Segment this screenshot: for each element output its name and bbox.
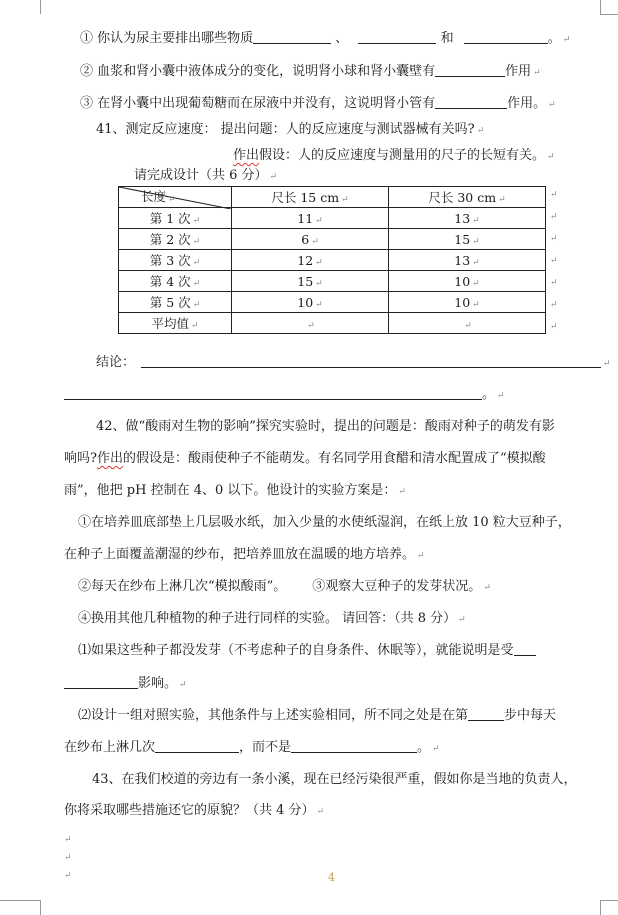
q40-line-2: ② 血浆和肾小囊中液体成分的变化，说明肾小球和肾小囊壁有 作用 ↵ <box>80 64 541 79</box>
q41-design-label: 请完成设计（共 6 分） ↵ <box>134 168 278 183</box>
answer-blank[interactable] <box>435 95 507 109</box>
q42-line: 在种子上面覆盖潮湿的纱布，把培养皿放在温暖的地方培养。 ↵ <box>64 547 425 562</box>
cell-value: 13 <box>454 252 471 268</box>
crop-mark <box>40 900 41 915</box>
q42-line: ②每天在纱布上淋几次“模拟酸雨”。 ③观察大豆种子的发芽状况。 ↵ <box>78 579 491 594</box>
cell-value: 13 <box>454 210 471 226</box>
q42-line: 在纱布上淋几次 ，而不是 。 ↵ <box>64 740 440 755</box>
return-mark: ↵ <box>64 871 72 881</box>
q42-line: ⑵设计一组对照实验，其他条件与上述实验相同，所不同之处是在第 步中每天 <box>78 708 557 723</box>
return-mark: ↵ <box>64 853 72 863</box>
q42-line: 影响。 ↵ <box>64 675 187 694</box>
row-label: 第 2 次 <box>149 232 191 247</box>
q42-line: 雨”，他把 pH 控制在 4、0 以下。他设计的实验方案是： ↵ <box>64 483 406 498</box>
crop-mark <box>600 900 618 901</box>
q41-question: 41、测定反应速度： 提出问题：人的反应速度与测试器械有关吗? ↵ <box>96 122 485 137</box>
cell-value: 10 <box>297 294 314 310</box>
q41-hypothesis: 作出假设：人的反应速度与测量用的尺子的长短有关。 ↵ <box>233 148 555 163</box>
return-mark: ↵ <box>550 190 558 200</box>
answer-blank[interactable] <box>358 30 436 44</box>
table-row: 第 1 次 ↵ 11 ↵ 13 ↵ <box>119 208 546 229</box>
answer-cell[interactable]: ↵ <box>389 313 546 334</box>
q40-line-3: ③ 在肾小囊中出现葡萄糖而在尿液中并没有，这说明肾小管有 作用。 ↵ <box>80 96 556 111</box>
table-header-row <box>119 187 546 208</box>
return-mark: ↵ <box>550 278 558 288</box>
table-row: 第 3 次 ↵ 12 ↵ 13 ↵ <box>119 250 546 271</box>
cell-value: 11 <box>297 210 314 226</box>
crop-mark <box>600 14 618 15</box>
crop-mark <box>600 0 601 14</box>
table-row: 第 2 次 ↵ 6 ↵ 15 ↵ <box>119 229 546 250</box>
answer-cell[interactable]: ↵ <box>232 313 389 334</box>
q42-line: 响吗?作出的假设是：酸雨使种子不能萌发。有名同学用食醋和清水配置成了“模拟酸 <box>64 451 546 466</box>
answer-blank[interactable] <box>141 354 601 368</box>
q43-line: 43、在我们校道的旁边有一条小溪，现在已经污染很严重，假如你是当地的负责人， <box>92 772 577 787</box>
q42-line: ①在培养皿底部垫上几层吸水纸，加入少量的水使纸湿润，在纸上放 10 粒大豆种子， <box>78 515 571 530</box>
cell-value: 6 <box>301 231 310 247</box>
answer-blank[interactable] <box>291 739 417 753</box>
return-mark: ↵ <box>550 212 558 222</box>
answer-blank[interactable] <box>435 63 505 77</box>
table-col-header: 尺长 30 cm ↵ <box>389 187 546 208</box>
crop-mark <box>600 900 601 915</box>
return-mark: ↵ <box>550 300 558 310</box>
table-corner-cell: 长度 ↵ <box>119 187 232 208</box>
answer-blank[interactable] <box>64 386 482 400</box>
page-number: 4 <box>328 871 335 884</box>
crop-mark <box>0 900 40 901</box>
answer-blank[interactable] <box>64 675 138 689</box>
cell-value: 12 <box>297 252 314 268</box>
answer-blank[interactable] <box>253 30 331 44</box>
q42-line: 42、做“酸雨对生物的影响”探究实验时，提出的问题是：酸雨对种子的萌发有影 <box>96 419 555 434</box>
table-row: 第 5 次 ↵ 10 ↵ 10 ↵ <box>119 292 546 313</box>
return-mark: ↵ <box>64 835 72 845</box>
q42-line: ⑴如果这些种子都没发芽（不考虑种子的自身条件、休眠等），就能说明是受 <box>78 642 536 660</box>
return-mark: ↵ <box>550 322 558 332</box>
q41-conclusion: 结论： ↵ <box>96 355 611 370</box>
data-table <box>118 186 546 334</box>
row-label: 平均值 <box>151 316 189 331</box>
cell-value: 15 <box>297 273 314 289</box>
return-mark: ↵ <box>550 234 558 244</box>
return-mark: ↵ <box>550 256 558 266</box>
cell-value: 10 <box>454 294 471 310</box>
table-row: 平均值 ↵ ↵ ↵ <box>119 313 546 334</box>
table-row: 第 4 次 ↵ 15 ↵ 10 ↵ <box>119 271 546 292</box>
row-label: 第 5 次 <box>149 295 191 310</box>
table-col-header: 尺长 15 cm ↵ <box>232 187 389 208</box>
row-label: 第 1 次 <box>149 211 191 226</box>
crop-mark <box>40 0 41 14</box>
answer-blank[interactable] <box>464 30 548 44</box>
answer-blank[interactable] <box>514 642 536 656</box>
answer-blank[interactable] <box>155 739 239 753</box>
q42-line: ④换用其他几种植物的种子进行同样的实验。 请回答：（共 8 分） ↵ <box>78 611 466 626</box>
q41-conclusion-cont: 。 ↵ <box>64 386 505 405</box>
cell-value: 15 <box>454 231 471 247</box>
row-label: 第 4 次 <box>149 274 191 289</box>
q40-line-1: ① 你认为尿主要排出哪些物质 、 和 。 ↵ <box>80 31 571 46</box>
answer-blank[interactable] <box>468 707 504 721</box>
row-label: 第 3 次 <box>149 253 191 268</box>
cell-value: 10 <box>454 273 471 289</box>
q43-line: 你将采取哪些措施还它的原貌？（共 4 分） ↵ <box>64 803 325 818</box>
